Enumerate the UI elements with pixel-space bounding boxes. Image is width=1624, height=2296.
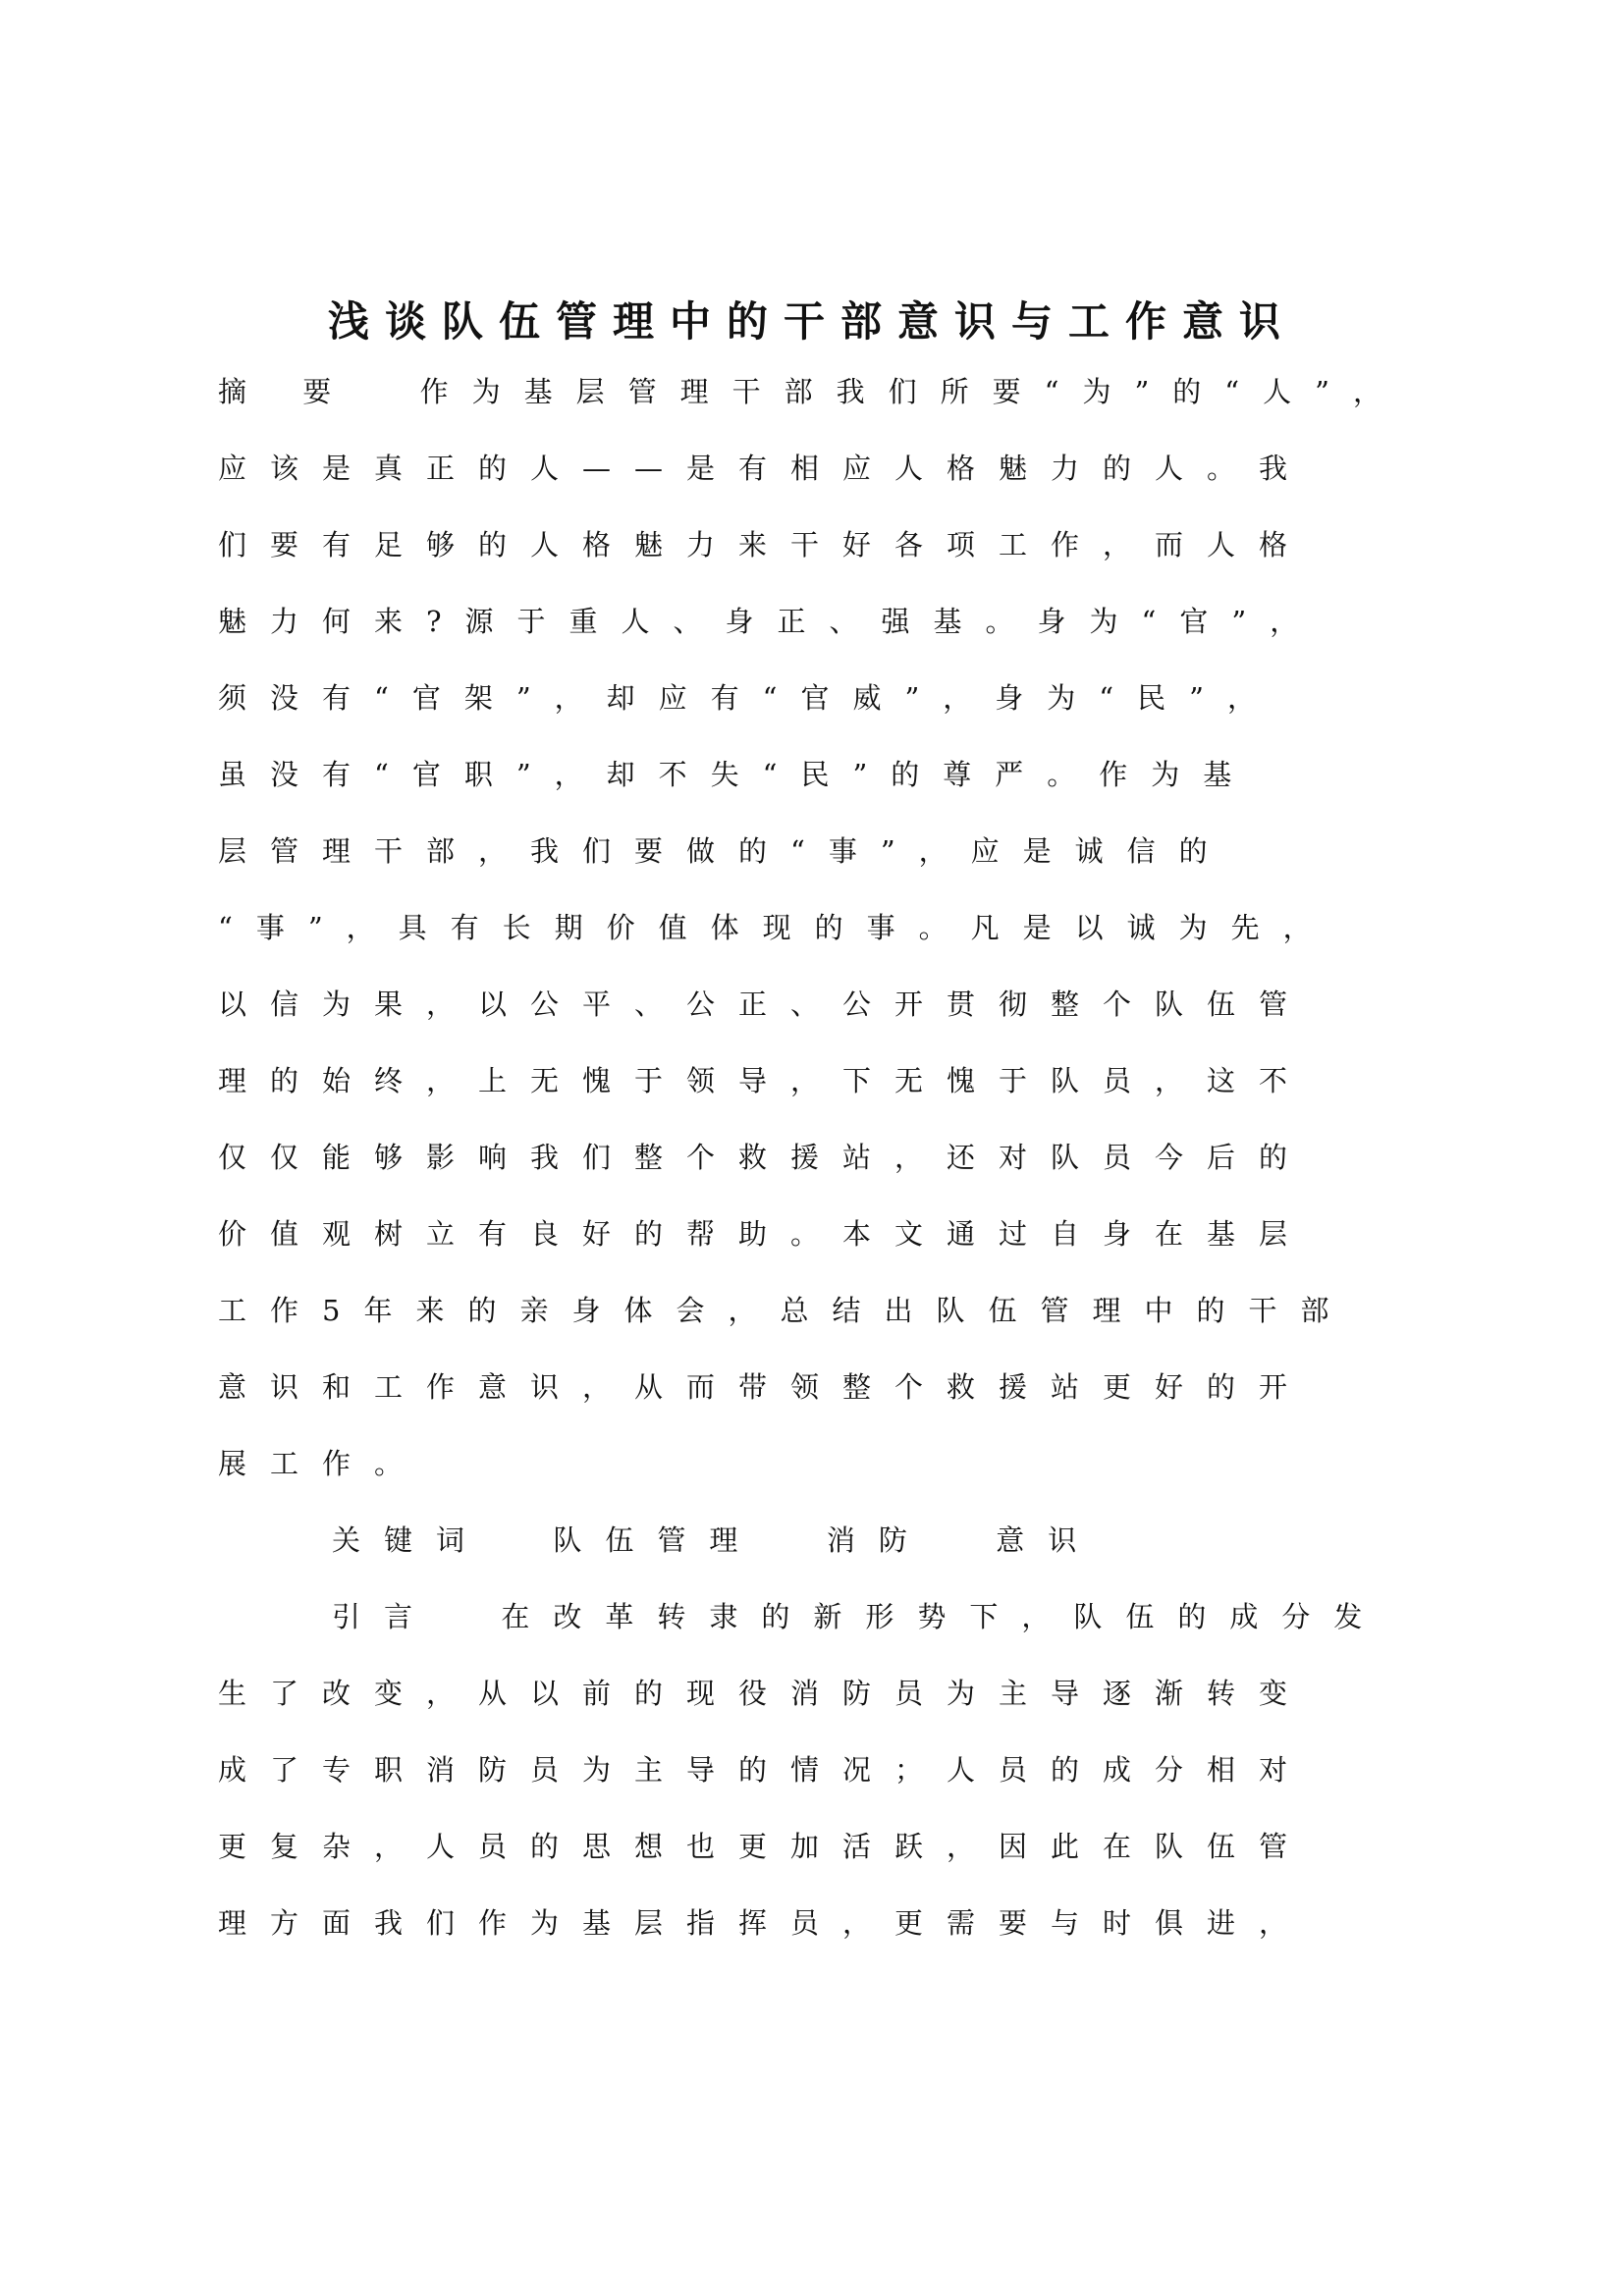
abstract-line: 意识和工作意识，从而带领整个救援站更好的开 — [218, 1370, 1312, 1404]
abstract-line: 摘 要 作为基层管理干部我们所要“为”的“人”， — [218, 375, 1405, 408]
intro-line: 更复杂，人员的思想也更加活跃，因此在队伍管 — [218, 1830, 1312, 1863]
abstract-line: 价值观树立有良好的帮助。本文通过自身在基层 — [218, 1217, 1312, 1251]
intro-line: 成了专职消防员为主导的情况；人员的成分相对 — [218, 1753, 1312, 1787]
keywords-line: 关键词 队伍管理 消防 意识 — [332, 1523, 1101, 1557]
intro-line: 理方面我们作为基层指挥员，更需要与时俱进， — [218, 1906, 1312, 1940]
abstract-line: 们要有足够的人格魅力来干好各项工作，而人格 — [218, 528, 1312, 561]
abstract-line: 魅力何来?源于重人、身正、强基。身为“官”， — [218, 605, 1323, 638]
abstract-line: 须没有“官架”，却应有“官威”，身为“民”， — [218, 681, 1279, 715]
abstract-line: 应该是真正的人——是有相应人格魅力的人。我 — [218, 452, 1312, 485]
abstract-line: 仅仅能够影响我们整个救援站，还对队员今后的 — [218, 1141, 1312, 1174]
document-title: 浅谈队伍管理中的干部意识与工作意识 — [327, 297, 1296, 346]
abstract-line: 展工作。 — [218, 1447, 427, 1480]
abstract-line: 层管理干部，我们要做的“事”，应是诚信的 — [218, 834, 1231, 868]
abstract-line: 虽没有“官职”，却不失“民”的尊严。作为基 — [218, 758, 1256, 791]
abstract-line: 以信为果，以公平、公正、公开贯彻整个队伍管 — [218, 988, 1312, 1021]
abstract-line: “事”，具有长期价值体现的事。凡是以诚为先， — [218, 911, 1335, 944]
abstract-line: 工作5年来的亲身体会，总结出队伍管理中的干部 — [218, 1294, 1353, 1327]
intro-line: 生了改变，从以前的现役消防员为主导逐渐转变 — [218, 1677, 1312, 1710]
abstract-line: 理的始终，上无愧于领导，下无愧于队员，这不 — [218, 1064, 1312, 1097]
intro-line: 引言 在改革转隶的新形势下，队伍的成分发 — [332, 1600, 1386, 1633]
